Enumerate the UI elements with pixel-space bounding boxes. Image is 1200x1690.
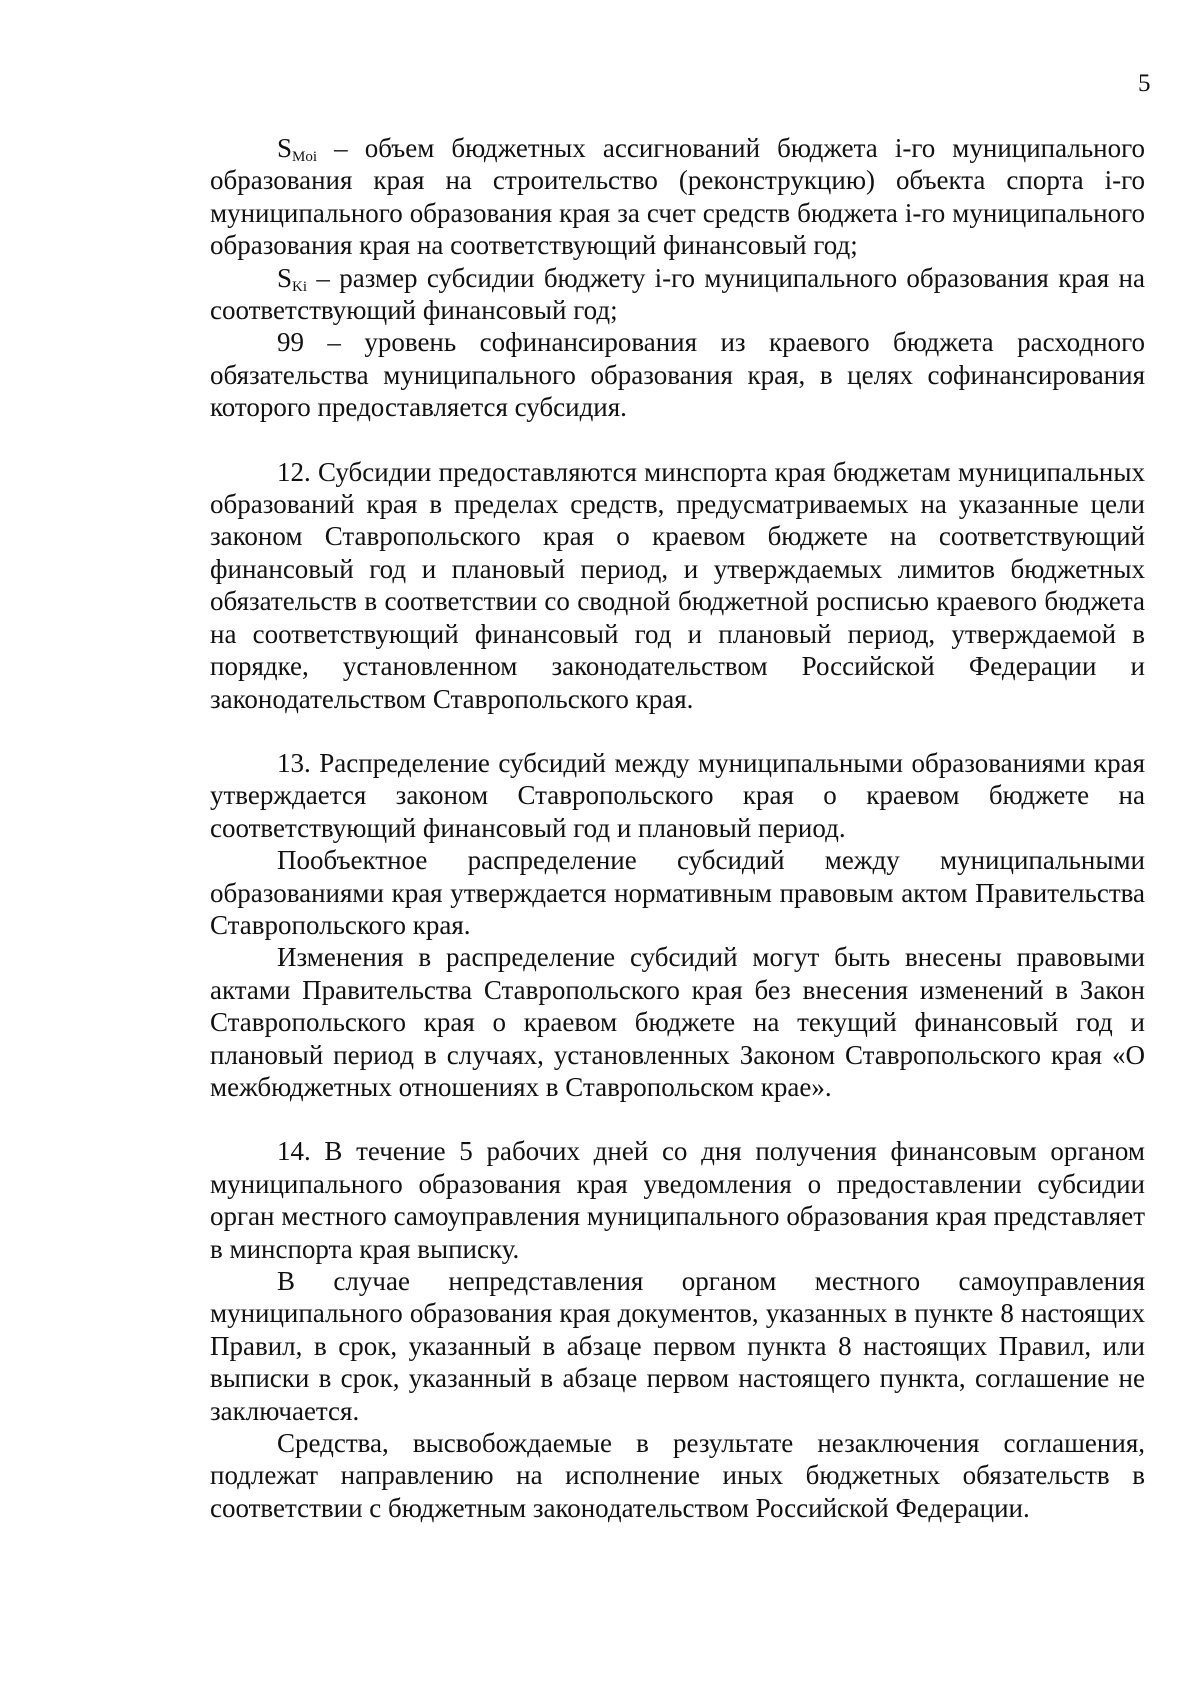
symbol-letter: S xyxy=(277,262,293,293)
section-13-paragraph-2: Пообъектное распределение субсидий между муниципальными образованиями края утверждается нормативным правовым актом Правительства Ставропольского края. xyxy=(210,845,1145,940)
symbol-subscript: Ki xyxy=(292,278,308,295)
section-13-paragraph-1: 13. Распределение субсидий между муниципальными образованиями края утверждается законом Ставропольского края о краевом бюджете на соответствующий финансовый год и плановый период. xyxy=(210,747,1145,843)
section-14-paragraph-1: 14. В течение 5 рабочих дней со дня получения финансовым органом муниципального образования края уведомления о предоставлении субсидии орган местного самоуправления муниципального образования края представляет в минспорта края выписку. xyxy=(210,1136,1145,1264)
definition-text: 99 – уровень софинансирования из краевого бюджета расходного обязательства муниципального образования края, в целях софинансирования которого предоставляется субсидия. xyxy=(210,327,1145,423)
symbol-s-moi xyxy=(277,133,317,163)
symbol-letter: S xyxy=(277,133,293,163)
symbol-subscript: Moi xyxy=(292,149,318,165)
definition-s-ki xyxy=(210,262,1145,327)
definition-s-moi xyxy=(210,132,1145,262)
definition-99 xyxy=(210,326,1145,423)
section-14-paragraph-3: Средства, высвобождаемые в результате незаключения соглашения, подлежат направлению на исполнение иных бюджетных обязательств в соответствии с бюджетным законодательством Российской Федерации. xyxy=(210,1428,1145,1523)
definition-text: – объем бюджетных ассигнований бюджета i-го муниципального образования края на строительство (реконструкцию) объекта спорта i-го муниципального образования края за счет средств бюджета i-го муниципального образования края на соответствующий финансовый год; xyxy=(210,133,1145,261)
section-12-paragraph-1: 12. Субсидии предоставляются минспорта края бюджетам муниципальных образований края в пределах средств, предусматриваемых на указанные цели законом Ставропольского края о краевом бюджете на соответствующий финансовый год и плановый период, и утверждаемых лимитов бюджетных обязательств в соответствии со сводной бюджетной росписью краевого бюджета на соответствующий финансовый год и плановый период, утверждаемой в порядке, установленном законодательством Российской Федерации и законодательством Ставропольского края. xyxy=(210,456,1145,714)
section-13-paragraph-3: Изменения в распределение субсидий могут быть внесены правовыми актами Правительства Ставропольского края без внесения изменений в Закон Ставропольского края о краевом бюджете на текущий финансовый год и плановый период в случаях, установленных Законом Ставропольского края «О межбюджетных отношениях в Ставропольском крае». xyxy=(210,942,1145,1102)
section-14-paragraph-2: В случае непредставления органом местного самоуправления муниципального образования края документов, указанных в пункте 8 настоящих Правил, в срок, указанный в абзаце первом пункта 8 настоящих Правил, или выписки в срок, указанный в абзаце первом настоящего пункта, соглашение не заключается. xyxy=(210,1266,1145,1426)
symbol-s-ki xyxy=(277,263,307,293)
document-body xyxy=(210,132,1145,1524)
page-number: 5 xyxy=(1138,70,1151,97)
definition-text: – размер субсидии бюджету i-го муниципального образования края на соответствующий финансовый год; xyxy=(210,262,1145,326)
